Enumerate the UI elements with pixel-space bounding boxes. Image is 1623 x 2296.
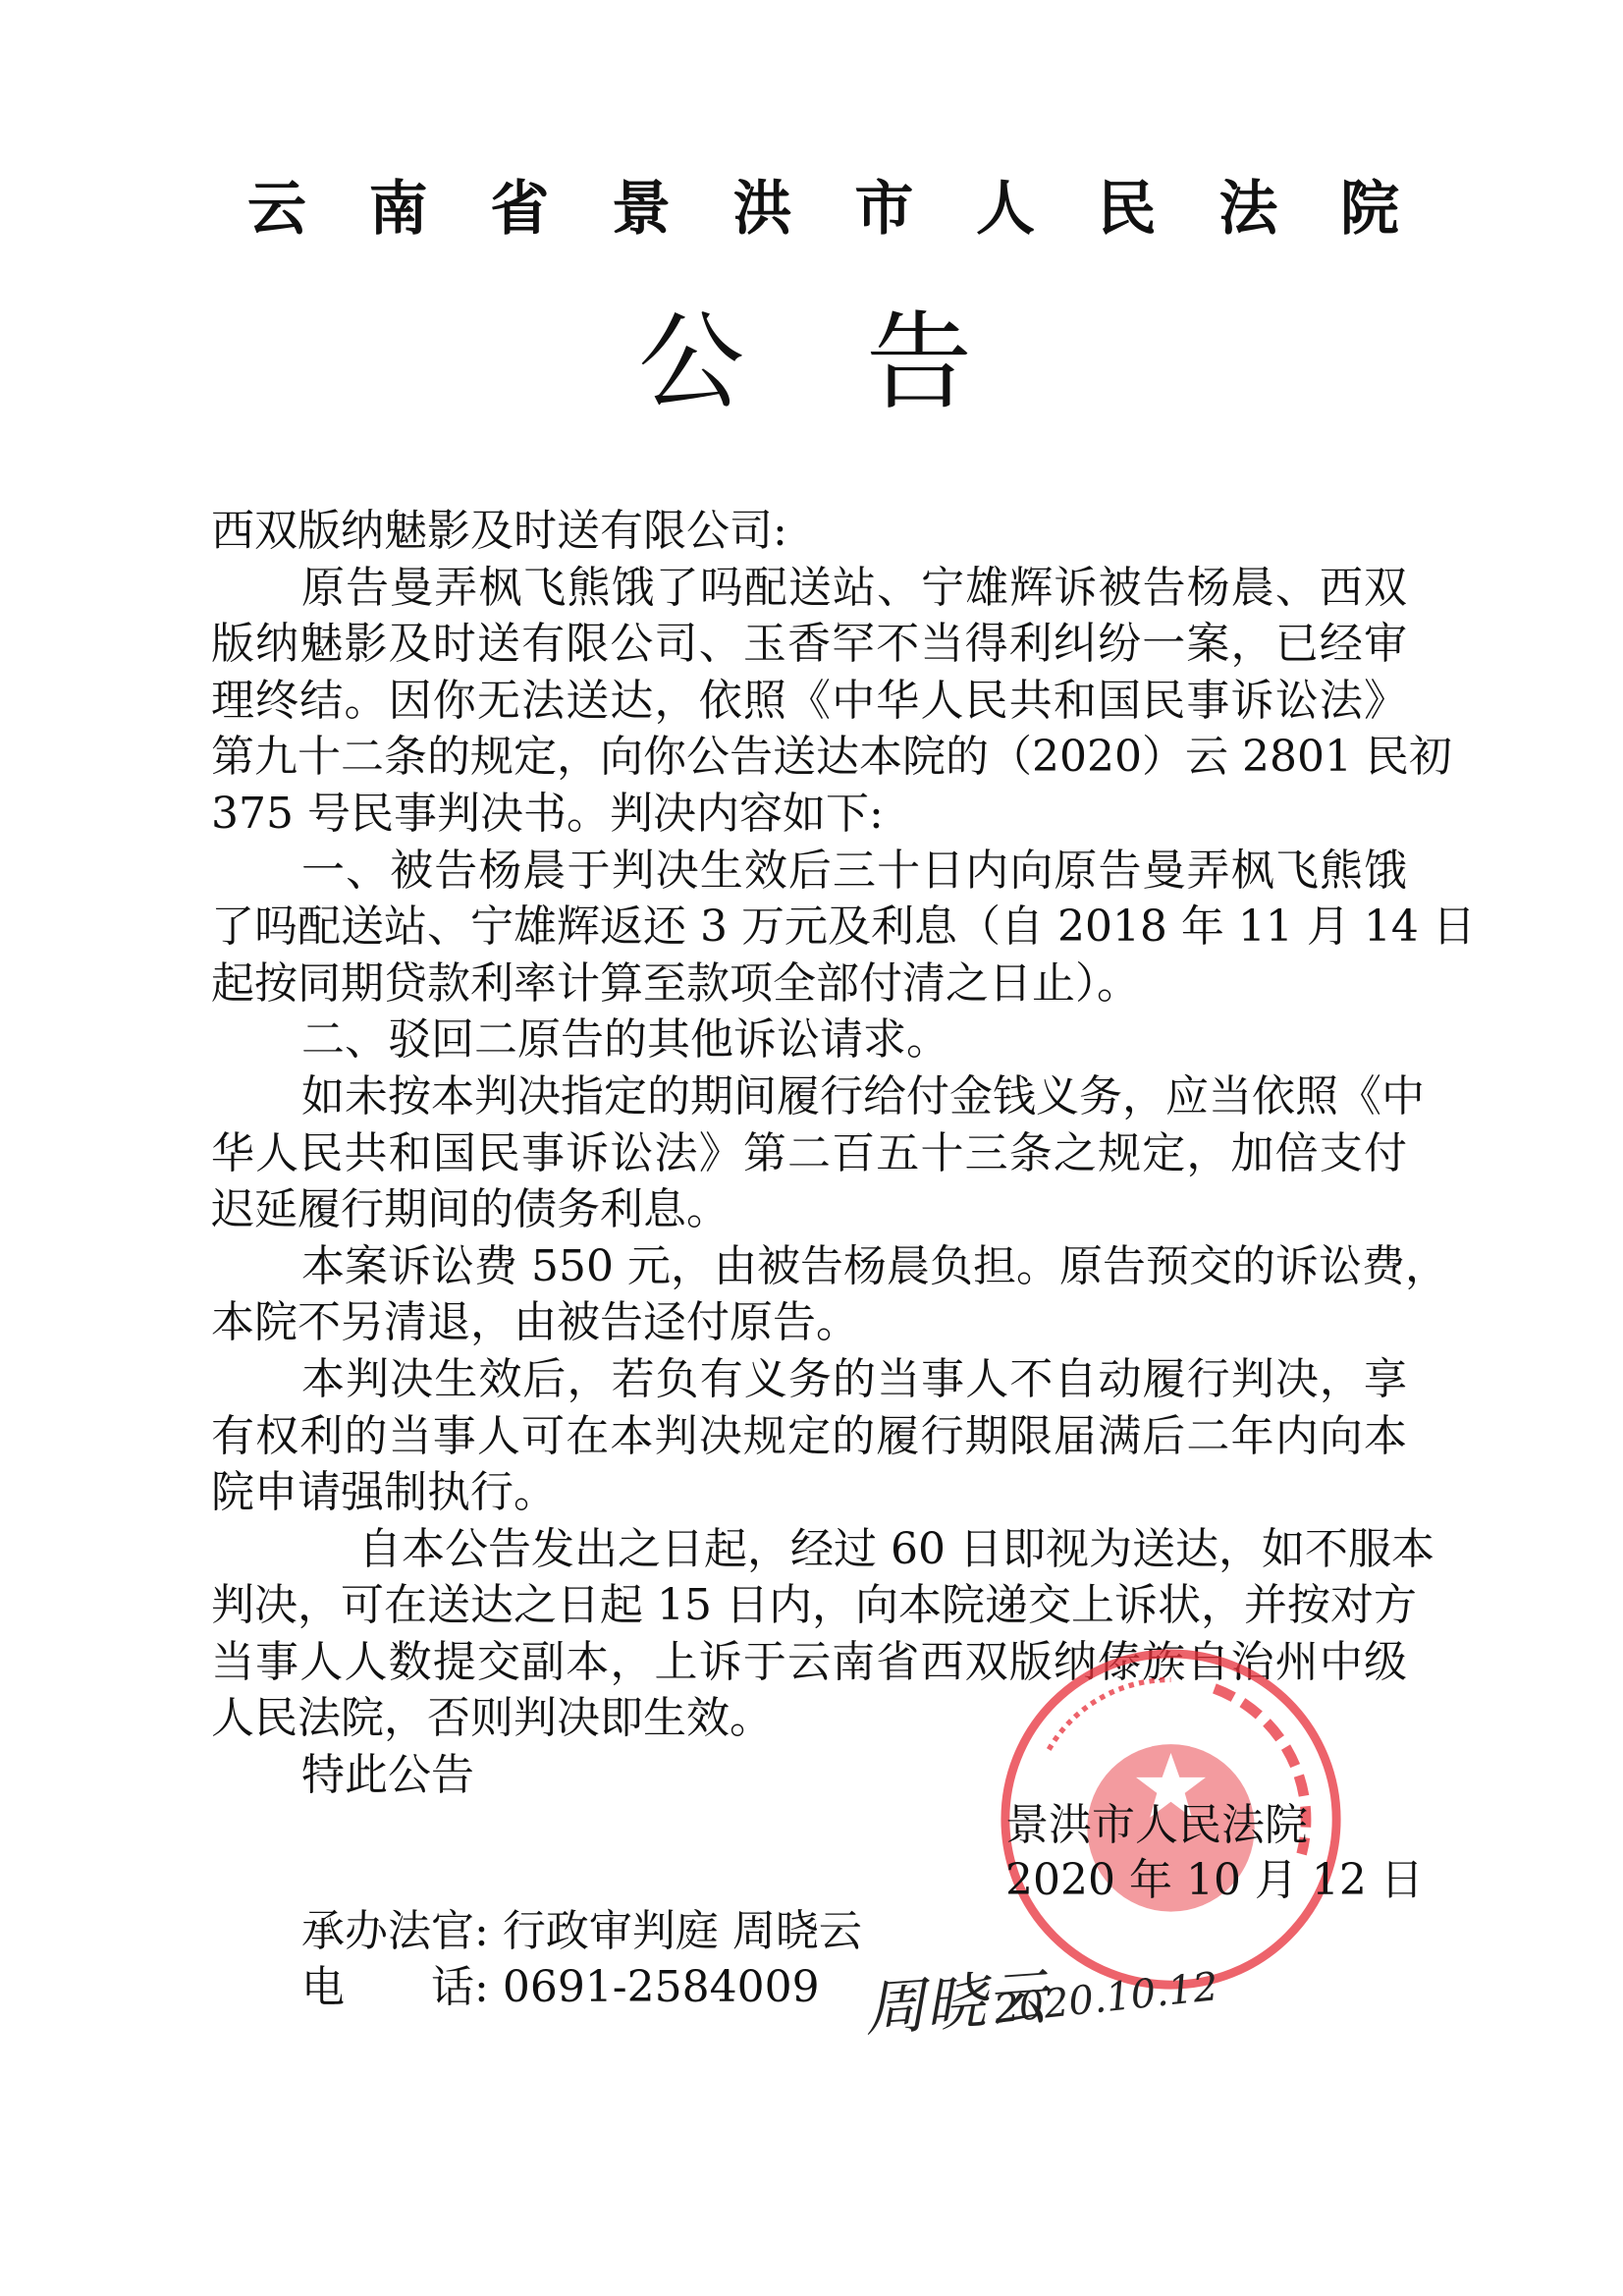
body-line: 原告曼弄枫飞熊饿了吗配送站、宁雄辉诉被告杨晨、西双 [301, 562, 1407, 613]
body-line: 有权利的当事人可在本判决规定的履行期限届满后二年内向本 [211, 1410, 1407, 1461]
body-line: 二、驳回二原告的其他诉讼请求。 [301, 1014, 949, 1066]
body-line: 了吗配送站、宁雄辉返还 3 万元及利息（自 2018 年 11 月 14 日 [211, 902, 1476, 953]
body-line: 判决，可在送达之日起 15 日内，向本院递交上诉状，并按对方 [211, 1580, 1417, 1631]
handwritten-signature: 周晓云 [862, 1960, 1050, 2046]
body-line: 起按同期贷款利率计算至款项全部付清之日止）。 [211, 957, 1140, 1009]
body-line: 本院不另清退，由被告迳付原告。 [211, 1297, 859, 1348]
body-line: 版纳魅影及时送有限公司、玉香罕不当得利纠纷一案，已经审 [211, 619, 1407, 670]
body-line: 迟延履行期间的债务利息。 [211, 1184, 730, 1235]
notice-body [211, 503, 1476, 1804]
body-line: 本案诉讼费 550 元，由被告杨晨负担。原告预交的诉讼费， [301, 1240, 1448, 1291]
body-line: 理终结。因你无法送达，依照《中华人民共和国民事诉讼法》 [211, 675, 1407, 726]
notice-title: 公告 [638, 301, 972, 424]
body-line: 当事人人数提交副本，上诉于云南省西双版纳傣族自治州中级 [211, 1636, 1407, 1687]
phone-row [301, 1951, 820, 2014]
body-line: 如未按本判决指定的期间履行给付金钱义务，应当依照《中 [301, 1070, 1425, 1121]
body-line: 华人民共和国民事诉讼法》第二百五十三条之规定，加倍支付 [211, 1127, 1407, 1178]
closing-line: 特此公告 [301, 1750, 474, 1801]
signing-date: 2020 年 10 月 12 日 [1005, 1855, 1424, 1905]
handwritten-date: 2020.10.12 [992, 1964, 1220, 2033]
body-line: 人民法院，否则判决即生效。 [211, 1693, 773, 1744]
court-name-heading: 云南省景洪市人民法院 [247, 175, 1399, 244]
judge-value: 行政审判庭 周晓云 [502, 1906, 862, 1956]
judge-row [301, 1895, 862, 1958]
phone-label: 电 话: [301, 1962, 489, 2012]
body-line: 自本公告发出之日起，经过 60 日即视为送达，如不服本 [358, 1523, 1434, 1574]
body-line: 院申请强制执行。 [211, 1467, 557, 1518]
phone-value: 0691-2584009 [502, 1962, 820, 2012]
body-line: 本判决生效后，若负有义务的当事人不自动履行判决，享 [301, 1353, 1407, 1404]
body-line: 一、被告杨晨于判决生效后三十日内向原告曼弄枫飞熊饿 [301, 845, 1407, 896]
body-line: 第九十二条的规定，向你公告送达本院的（2020）云 2801 民初 [211, 732, 1452, 783]
signing-court: 景洪市人民法院 [1005, 1800, 1308, 1850]
judge-label: 承办法官: [301, 1906, 489, 1956]
addressee: 西双版纳魅影及时送有限公司: [211, 506, 787, 556]
body-line: 375 号民事判决书。判决内容如下: [211, 788, 884, 839]
